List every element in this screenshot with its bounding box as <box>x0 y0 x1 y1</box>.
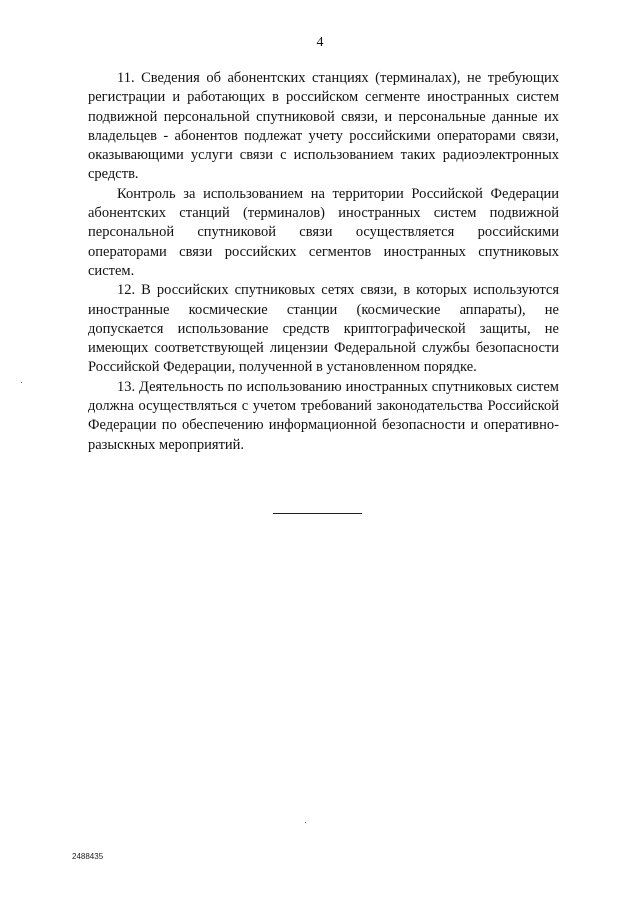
document-code: 2488435 <box>72 852 104 861</box>
paragraph-item-12: 12. В российских спутниковых сетях связи, в которых используются иностранные космические станции (космические аппараты), не допускается использование средств криптографической защиты, не имеющих соответствующей лицензии Федеральной службы безопасности Российской Федерации, полученной в установленном порядке. <box>88 282 559 376</box>
document-body <box>88 69 559 455</box>
scan-speck <box>21 382 22 383</box>
scan-speck <box>305 822 306 823</box>
paragraph-control: Контроль за использованием на территории Российской Федерации абонентских станций (терминалов) иностранных систем подвижной персональной спутниковой связи осуществляется российскими операторами связи российских сегментов иностранных спутниковых систем. <box>88 185 559 279</box>
end-separator-line <box>273 513 362 514</box>
page-number: 4 <box>316 35 324 50</box>
paragraph-item-13: 13. Деятельность по использованию иностранных спутниковых систем должна осуществляться с учетом требований законодательства Российской Федерации по обеспечению информационной безопасности и оперативно-разыскных мероприятий. <box>88 378 559 453</box>
paragraph-item-11: 11. Сведения об абонентских станциях (терминалах), не требующих регистрации и работающих в российском сегменте иностранных систем подвижной персональной спутниковой связи, и персональные данные их владельцев - абонентов подлежат учету российскими операторами связи, оказывающими услуги связи с использованием таких радиоэлектронных средств. <box>88 70 559 183</box>
